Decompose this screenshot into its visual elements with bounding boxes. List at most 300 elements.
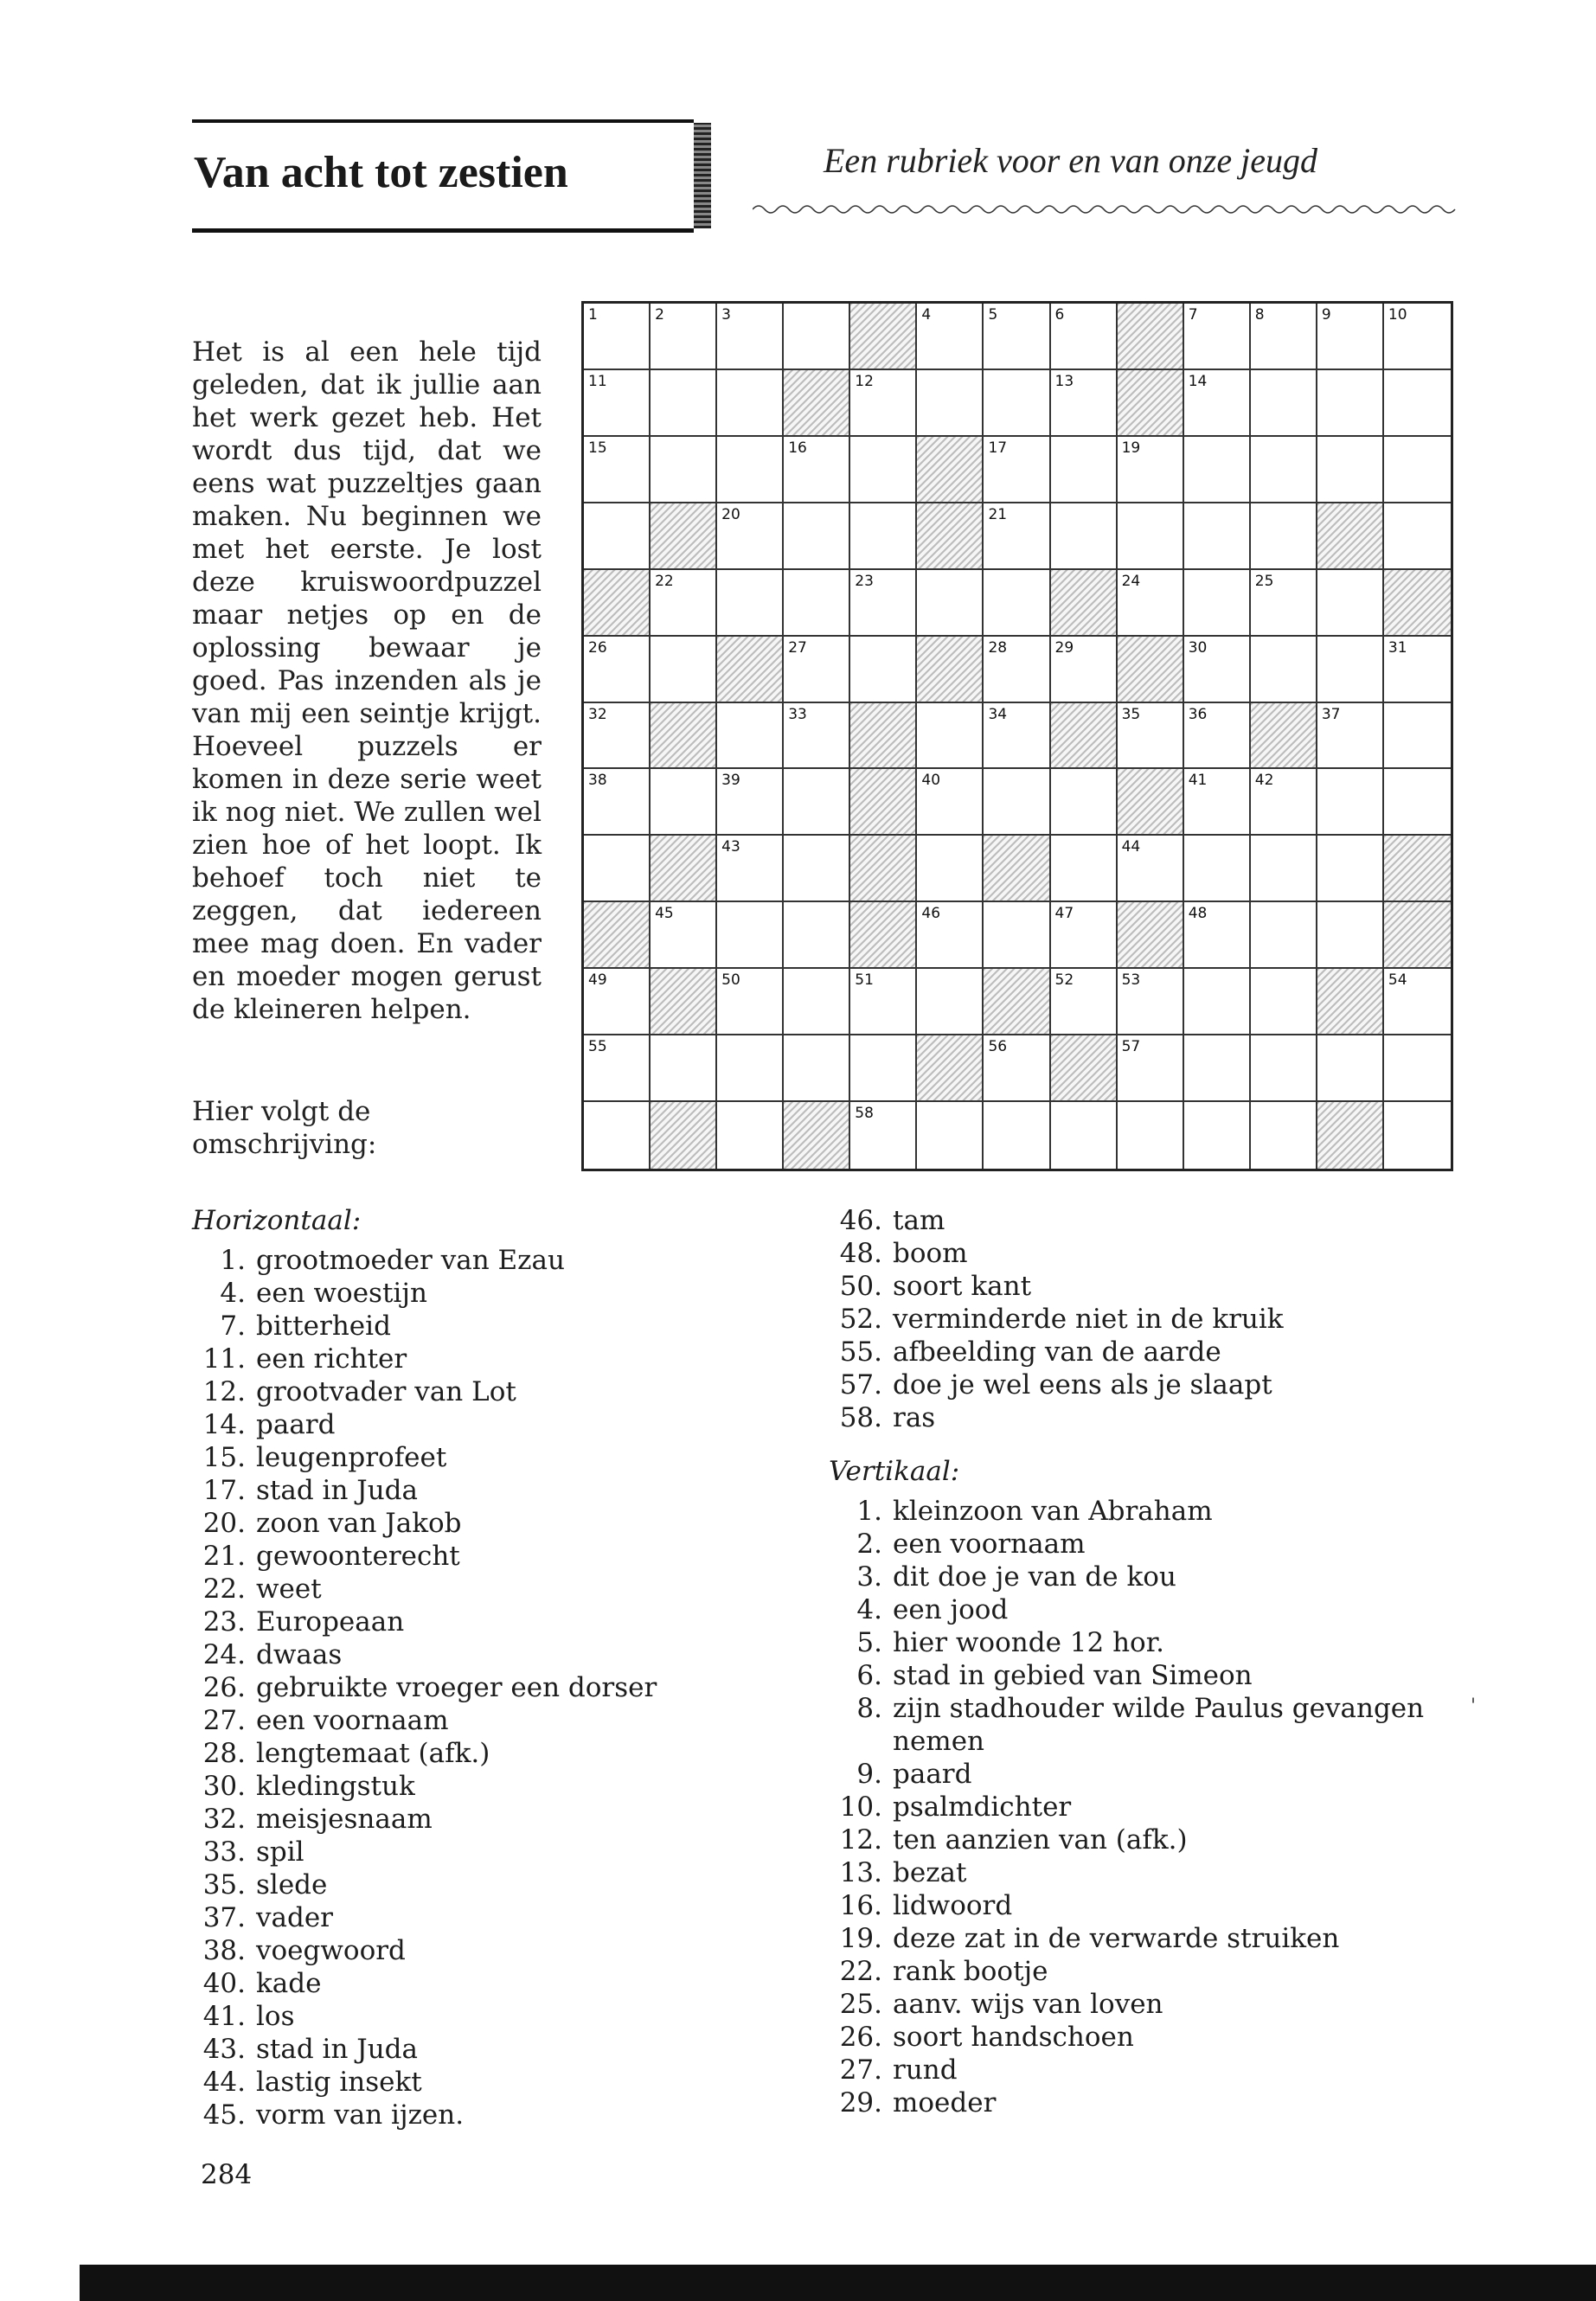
page-subtitle: Een rubriek voor en van onze jeugd [824,141,1317,180]
clue-text: aanv. wijs van loven [893,1989,1163,2020]
grid-cell[interactable] [1384,503,1451,570]
grid-cell[interactable] [1317,370,1384,437]
grid-cell[interactable] [1384,703,1451,770]
grid-cell[interactable] [1184,769,1251,836]
grid-cell[interactable] [651,902,717,969]
grid-cell[interactable] [1051,503,1118,570]
grid-cell[interactable] [1051,304,1118,370]
clue-number: 35. [202,1869,246,1900]
clue-item [192,1277,711,1310]
clue-number: 2 [655,306,664,324]
black-square [651,836,717,902]
clue-number: 7. [220,1311,246,1342]
black-square [784,370,850,437]
grid-cell[interactable] [1051,902,1118,969]
grid-cell[interactable] [784,1035,850,1102]
black-square [917,503,984,570]
black-square [850,769,917,836]
grid-cell[interactable] [651,769,717,836]
clue-text: grootmoeder van Ezau [256,1245,565,1276]
grid-cell[interactable] [1251,570,1317,637]
clue-text: moeder [893,2087,997,2118]
clue-item [829,1368,1460,1401]
grid-cell[interactable] [717,769,784,836]
clue-text: doe je wel eens als je slaapt [893,1369,1272,1400]
black-square [1317,969,1384,1035]
black-square [917,637,984,703]
clue-text: stad in Juda [256,2034,418,2065]
grid-cell[interactable] [651,304,717,370]
grid-cell[interactable] [1317,637,1384,703]
grid-cell[interactable] [784,836,850,902]
grid-cell[interactable] [1184,304,1251,370]
black-square [717,637,784,703]
grid-cell[interactable] [917,1102,984,1169]
black-square [1118,304,1184,370]
grid-cell[interactable] [1184,969,1251,1035]
clue-item [829,1270,1460,1303]
black-square [1251,703,1317,770]
clue-text: los [256,2001,295,2032]
grid-cell[interactable] [1184,836,1251,902]
black-square [1118,902,1184,969]
clue-number: 26 [588,638,607,657]
clue-item [829,1401,1460,1434]
grid-cell[interactable] [1384,1035,1451,1102]
clue-number: 24. [202,1639,246,1670]
grid-cell[interactable] [584,703,651,770]
vertical-heading: Vertikaal: [829,1456,960,1487]
black-square [651,703,717,770]
clue-number: 12. [202,1376,246,1407]
grid-cell[interactable] [1251,637,1317,703]
clue-text: een woestijn [256,1278,427,1309]
clue-number: 11 [588,372,607,390]
grid-cell[interactable] [1251,503,1317,570]
clue-number: 58. [839,1402,882,1433]
grid-cell[interactable] [917,304,984,370]
grid-cell[interactable] [584,1035,651,1102]
clue-item [829,2021,1460,2054]
clue-item [192,1737,711,1770]
grid-cell[interactable] [917,370,984,437]
grid-cell[interactable] [717,570,784,637]
grid-cell[interactable] [784,902,850,969]
clue-item [192,1474,711,1507]
clue-number: 16. [839,1890,882,1921]
grid-cell[interactable] [1184,570,1251,637]
clue-item [829,1659,1460,1692]
clue-number: 27. [202,1705,246,1736]
grid-cell[interactable] [1051,370,1118,437]
clue-number: 4. [856,1594,882,1625]
grid-cell[interactable] [1118,437,1184,503]
clue-text: afbeelding van de aarde [893,1336,1221,1368]
clue-text: een voornaam [256,1705,449,1736]
clue-number: 21 [988,505,1008,523]
clue-text: rank bootje [893,1956,1048,1987]
grid-cell[interactable] [984,637,1050,703]
clue-item [192,1934,711,1967]
grid-cell[interactable] [584,437,651,503]
grid-cell[interactable] [1051,1102,1118,1169]
clue-text: voegwoord [256,1935,406,1966]
grid-cell[interactable] [1051,769,1118,836]
clue-item [192,1836,711,1868]
clue-number: 40. [202,1968,246,1999]
grid-cell[interactable] [584,637,651,703]
grid-cell[interactable] [1251,769,1317,836]
grid-cell[interactable] [1118,969,1184,1035]
grid-cell[interactable] [717,370,784,437]
grid-cell[interactable] [1118,703,1184,770]
clue-item [829,1495,1460,1528]
grid-cell[interactable] [717,703,784,770]
grid-cell[interactable] [784,769,850,836]
clue-number: 52 [1054,971,1074,990]
black-square [1051,703,1118,770]
grid-cell[interactable] [651,637,717,703]
clue-text: zijn stadhouder wilde Paulus gevangen nemen [893,1693,1425,1757]
grid-cell[interactable] [984,370,1050,437]
clue-text: soort handschoen [893,2022,1134,2053]
clue-number: 34 [988,705,1008,723]
grid-cell[interactable] [584,370,651,437]
clue-text: dwaas [256,1639,343,1670]
grid-cell[interactable] [1251,1035,1317,1102]
clue-number: 46 [921,905,941,923]
clue-number: 10. [839,1791,882,1823]
grid-cell[interactable] [1317,437,1384,503]
clue-item [192,1573,711,1606]
clue-item [192,2033,711,2066]
grid-cell[interactable] [717,969,784,1035]
black-square [984,969,1050,1035]
grid-cell[interactable] [1251,304,1317,370]
grid-cell[interactable] [1118,1035,1184,1102]
clue-text: paard [893,1759,972,1790]
clue-item [829,1336,1460,1368]
clue-text: bezat [893,1857,967,1888]
grid-cell[interactable] [784,437,850,503]
grid-cell[interactable] [1251,370,1317,437]
grid-cell[interactable] [1051,637,1118,703]
clue-number: 45. [202,2099,246,2131]
grid-cell[interactable] [717,304,784,370]
clue-text: grootvader van Lot [256,1376,516,1407]
grid-cell[interactable] [1251,437,1317,503]
black-square [1118,769,1184,836]
grid-cell[interactable] [984,902,1050,969]
grid-cell[interactable] [1184,503,1251,570]
black-square [584,570,651,637]
clue-text: spil [256,1836,304,1868]
grid-cell[interactable] [717,1102,784,1169]
grid-cell[interactable] [984,769,1050,836]
grid-cell[interactable] [1051,969,1118,1035]
grid-cell[interactable] [717,1035,784,1102]
clue-text: ras [893,1402,936,1433]
clue-number: 15. [202,1442,246,1473]
clue-number: 48 [1188,905,1208,923]
grid-cell[interactable] [1251,836,1317,902]
clue-number: 28 [988,638,1008,657]
grid-cell[interactable] [917,969,984,1035]
grid-cell[interactable] [651,570,717,637]
clue-number: 41. [202,2001,246,2032]
clue-number: 11. [202,1343,246,1375]
clue-number: 19 [1121,439,1141,457]
clue-text: kade [256,1968,322,1999]
clue-number: 13. [839,1857,882,1888]
grid-cell[interactable] [1184,1035,1251,1102]
clue-text: weet [256,1574,322,1605]
clue-number: 32 [588,705,607,723]
grid-cell[interactable] [584,836,651,902]
title-box [192,119,694,233]
grid-cell[interactable] [1184,370,1251,437]
clue-text: lastig insekt [256,2067,422,2098]
clue-number: 21. [202,1541,246,1572]
black-square [1118,637,1184,703]
clue-number: 37 [1321,705,1341,723]
grid-cell[interactable] [917,703,984,770]
black-square [784,1102,850,1169]
black-square [1384,836,1451,902]
clue-text: een richter [256,1343,407,1375]
clue-item [829,1955,1460,1988]
grid-cell[interactable] [984,1035,1050,1102]
black-square [1118,370,1184,437]
grid-cell[interactable] [1251,1102,1317,1169]
clue-number: 36 [1188,705,1208,723]
page-title: Van acht tot zestien [194,148,568,197]
clue-item [192,1671,711,1704]
clue-text: vorm van ijzen. [256,2099,465,2131]
clue-item [192,1901,711,1934]
grid-cell[interactable] [984,437,1050,503]
clue-item [192,1638,711,1671]
clue-item [192,1375,711,1408]
grid-cell[interactable] [850,637,917,703]
grid-cell[interactable] [784,503,850,570]
clue-text: lidwoord [893,1890,1013,1921]
grid-cell[interactable] [850,370,917,437]
grid-cell[interactable] [917,902,984,969]
grid-cell[interactable] [917,769,984,836]
grid-cell[interactable] [1118,503,1184,570]
black-square [1384,902,1451,969]
grid-cell[interactable] [1251,902,1317,969]
clue-item [192,1704,711,1737]
grid-cell[interactable] [651,370,717,437]
grid-cell[interactable] [1051,836,1118,902]
clue-text: zoon van Jakob [256,1508,462,1539]
black-square [1384,570,1451,637]
clue-number: 50. [839,1271,882,1302]
clue-item [829,1791,1460,1823]
grid-cell[interactable] [917,570,984,637]
grid-cell[interactable] [784,304,850,370]
clue-number: 8 [1254,306,1265,324]
grid-cell[interactable] [784,637,850,703]
clue-number: 44 [1121,838,1141,856]
clue-item [192,1540,711,1573]
clue-item [829,2086,1460,2119]
grid-cell[interactable] [1184,437,1251,503]
grid-cell[interactable] [584,503,651,570]
clue-text: gewoonterecht [256,1541,460,1572]
clue-item [829,1593,1460,1626]
horizontal-clue-list-continued [829,1204,1460,1434]
clue-text: lengtemaat (afk.) [256,1738,490,1769]
clue-number: 24 [1121,572,1141,590]
grid-cell[interactable] [850,1035,917,1102]
grid-cell[interactable] [1384,769,1451,836]
horizontal-clues [192,1204,711,2131]
grid-cell[interactable] [1317,836,1384,902]
grid-cell[interactable] [1384,637,1451,703]
grid-cell[interactable] [1384,969,1451,1035]
clue-number: 38. [202,1935,246,1966]
grid-cell[interactable] [717,836,784,902]
grid-cell[interactable] [850,437,917,503]
clue-number: 13 [1054,372,1074,390]
clue-text: deze zat in de verwarde struiken [893,1923,1340,1954]
grid-cell[interactable] [584,1102,651,1169]
bottom-scan-edge [80,2265,1596,2301]
clue-number: 49 [588,971,607,990]
clue-number: 12 [855,372,874,390]
grid-cell[interactable] [850,969,917,1035]
clue-number: 8. [856,1693,882,1724]
clue-number: 19. [839,1923,882,1954]
clue-number: 43 [721,838,740,856]
clue-number: 5 [988,306,998,324]
clue-item [192,1408,711,1441]
clue-number: 55 [588,1038,607,1056]
grid-cell[interactable] [651,1035,717,1102]
grid-cell[interactable] [651,437,717,503]
grid-cell[interactable] [1384,437,1451,503]
grid-cell[interactable] [1317,703,1384,770]
crossword-grid [581,301,1453,1171]
grid-cell[interactable] [1317,570,1384,637]
grid-cell[interactable] [717,437,784,503]
grid-cell[interactable] [850,570,917,637]
clue-number: 3 [721,306,731,324]
clue-number: 57 [1121,1038,1141,1056]
clue-number: 25. [839,1989,882,2020]
grid-cell[interactable] [1384,304,1451,370]
clue-number: 16 [788,439,807,457]
clue-number: 23. [202,1606,246,1638]
grid-cell[interactable] [584,769,651,836]
grid-cell[interactable] [1184,703,1251,770]
black-square [917,437,984,503]
clue-number: 55. [839,1336,882,1368]
clue-item [192,2066,711,2099]
grid-cell[interactable] [717,902,784,969]
grid-cell[interactable] [1384,370,1451,437]
grid-cell[interactable] [1184,637,1251,703]
grid-cell[interactable] [584,969,651,1035]
horizontal-clue-list [192,1244,711,2131]
black-square [1051,570,1118,637]
clue-text: soort kant [893,1271,1032,1302]
clue-item [829,1823,1460,1856]
grid-cell[interactable] [984,304,1050,370]
grid-cell[interactable] [1317,304,1384,370]
black-square [651,969,717,1035]
clue-text: stad in Juda [256,1475,418,1506]
grid-cell[interactable] [1251,969,1317,1035]
grid-cell[interactable] [584,304,651,370]
clue-number: 25 [1254,572,1274,590]
grid-cell[interactable] [1184,1102,1251,1169]
grid-cell[interactable] [1118,570,1184,637]
clue-text: verminderde niet in de kruik [893,1304,1284,1335]
clue-number: 1. [220,1245,246,1276]
clue-text: slede [256,1869,328,1900]
clue-number: 12. [839,1824,882,1856]
clue-number: 52. [839,1304,882,1335]
clue-item [192,1507,711,1540]
grid-cell[interactable] [1317,1035,1384,1102]
grid-cell[interactable] [917,836,984,902]
grid-cell[interactable] [984,570,1050,637]
grid-cell[interactable] [1184,902,1251,969]
grid-cell[interactable] [784,969,850,1035]
clue-number: 6 [1054,306,1065,324]
clue-number: 30. [202,1771,246,1802]
grid-cell[interactable] [984,1102,1050,1169]
clue-number: 9. [856,1759,882,1790]
clue-number: 3. [856,1561,882,1593]
grid-cell[interactable] [984,703,1050,770]
grid-cell[interactable] [717,503,784,570]
clue-number: 20 [721,505,740,523]
clue-number: 38 [588,772,607,790]
grid-cell[interactable] [1118,836,1184,902]
grid-cell[interactable] [784,570,850,637]
clue-number: 22 [655,572,674,590]
clue-number: 22. [839,1956,882,1987]
grid-cell[interactable] [850,1102,917,1169]
grid-cell[interactable] [1384,1102,1451,1169]
clue-number: 10 [1388,306,1407,324]
grid-cell[interactable] [1118,1102,1184,1169]
clue-item [192,1310,711,1343]
right-clue-column [829,1204,1460,2119]
grid-cell[interactable] [850,503,917,570]
clue-item [829,1692,1460,1758]
clue-number: 58 [855,1105,874,1123]
clue-number: 43. [202,2034,246,2065]
clue-item [192,1803,711,1836]
clue-item [192,1868,711,1901]
grid-cell[interactable] [984,503,1050,570]
grid-cell[interactable] [784,703,850,770]
clue-number: 14. [202,1409,246,1440]
grid-cell[interactable] [1051,437,1118,503]
clue-number: 33. [202,1836,246,1868]
grid-cell[interactable] [1317,902,1384,969]
grid-cell[interactable] [1317,769,1384,836]
clue-number: 39 [721,772,740,790]
clue-text: gebruikte vroeger een dorser [256,1672,657,1703]
clue-number: 41 [1188,772,1208,790]
